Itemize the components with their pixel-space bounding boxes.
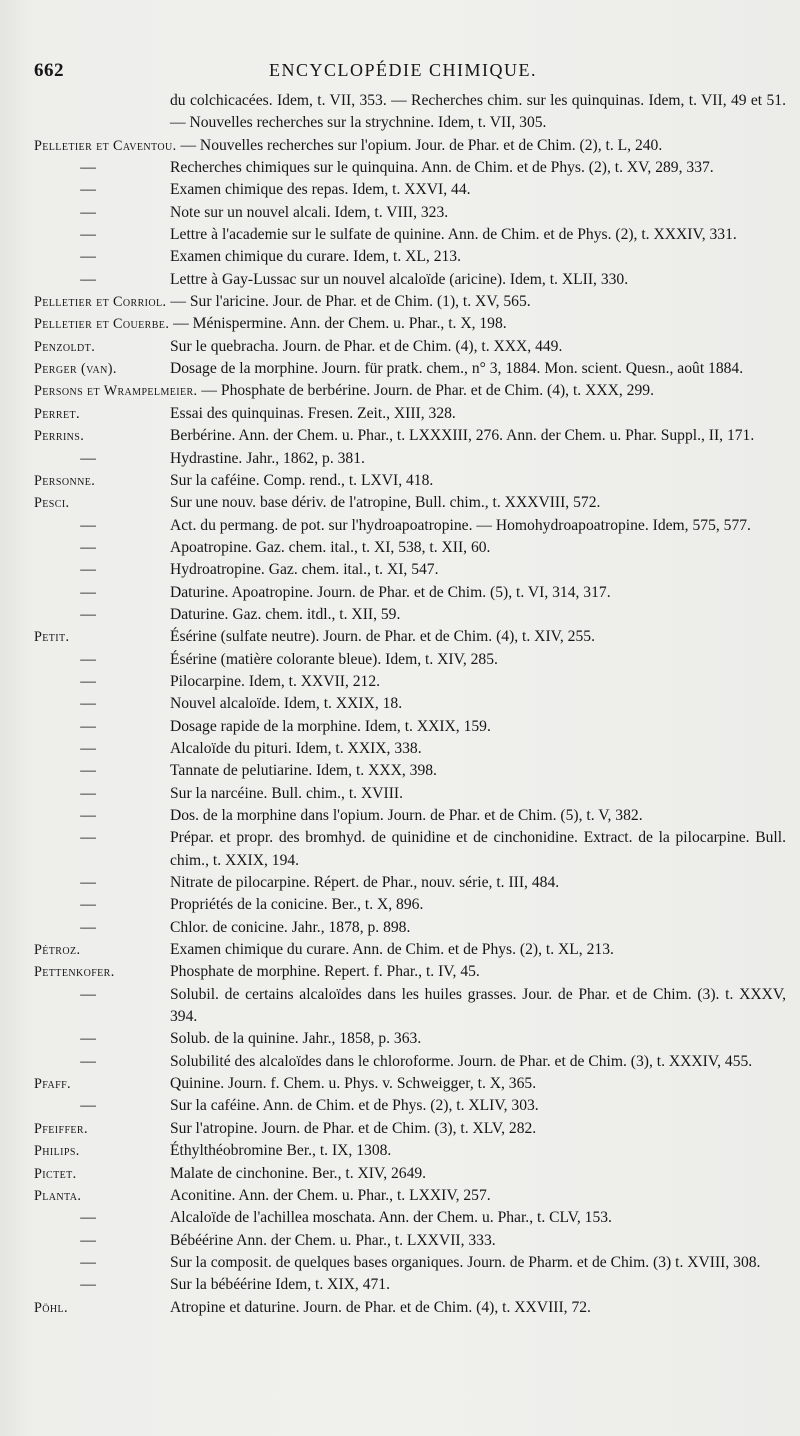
- bibliography-entry: [34, 894, 786, 916]
- entry-citation: Dosage de la morphine. Journ. für pratk. chem., n° 3, 1884. Mon. scient. Quesn., août 1884.: [170, 360, 744, 378]
- entry-citation: Essai des quinquinas. Fresen. Zeit., XIII, 328.: [170, 404, 456, 422]
- bibliography-entry: [34, 492, 786, 514]
- ditto-dash: —: [80, 896, 96, 914]
- entry-citation: — Ménispermine. Ann. der Chem. u. Phar., t. X, 198.: [173, 315, 507, 333]
- entry-citation: Act. du permang. de pot. sur l'hydroapoatropine. — Homohydroapoatropine. Idem, 575, 577.: [170, 516, 751, 534]
- entry-author: Philips.: [34, 1143, 80, 1160]
- ditto-dash: —: [80, 784, 96, 802]
- entry-citation: Sur la composit. de quelques bases organiques. Journ. de Pharm. et de Chim. (3) t. XVIII, 308.: [170, 1253, 761, 1271]
- entry-citation: Aconitine. Ann. der Chem. u. Phar., t. LXXIV, 257.: [170, 1186, 491, 1204]
- bibliography-entry: [34, 515, 786, 537]
- entry-author: Pelletier et Couerbe.: [34, 316, 170, 333]
- bibliography-entry: [34, 202, 786, 224]
- ditto-dash: —: [80, 248, 96, 266]
- ditto-dash: —: [80, 918, 96, 936]
- entry-citation: Recherches chimiques sur le quinquina. Ann. de Chim. et de Phys. (2), t. XV, 289, 337.: [170, 159, 714, 177]
- entry-author: Pettenkofer.: [34, 964, 115, 981]
- ditto-dash: —: [80, 1030, 96, 1048]
- bibliography-entry: [34, 760, 786, 782]
- entry-citation: — Nouvelles recherches sur l'opium. Jour. de Phar. et de Chim. (2), t. L, 240.: [180, 136, 663, 154]
- entry-citation: Note sur un nouvel alcali. Idem, t. VIII, 323.: [170, 203, 449, 221]
- entry-citation: Malate de cinchonine. Ber., t. XIV, 2649.: [170, 1164, 427, 1182]
- bibliography-entry: [34, 1185, 786, 1207]
- bibliography-entry: [34, 1095, 786, 1117]
- entry-citation: Quinine. Journ. f. Chem. u. Phys. v. Schweigger, t. X, 365.: [170, 1075, 537, 1093]
- bibliography-entry: [34, 1163, 786, 1185]
- ditto-dash: —: [80, 874, 96, 892]
- entry-citation: Propriétés de la conicine. Ber., t. X, 896.: [170, 896, 424, 914]
- entry-citation: Nouvel alcaloïde. Idem, t. XXIX, 18.: [170, 695, 403, 713]
- bibliography-entry: [34, 604, 786, 626]
- bibliography-entry: [34, 693, 786, 715]
- entry-author: Pfeiffer.: [34, 1120, 88, 1137]
- ditto-dash: —: [80, 1097, 96, 1115]
- bibliography-entry: [34, 671, 786, 693]
- ditto-dash: —: [80, 449, 96, 467]
- ditto-dash: —: [80, 807, 96, 824]
- bibliography-entry: [34, 1252, 786, 1274]
- entry-citation: Sur l'atropine. Journ. de Phar. et de Chim. (3), t. XLV, 282.: [170, 1119, 537, 1137]
- bibliography-entry: [34, 1140, 786, 1162]
- bibliography-entry: [34, 380, 786, 402]
- entry-citation: Sur la narcéine. Bull. chim., t. XVIII.: [170, 784, 403, 802]
- entry-citation: Phosphate de morphine. Repert. f. Phar., t. IV, 45.: [170, 963, 480, 981]
- bibliography-entry: [34, 783, 786, 805]
- entry-citation: Bébéérine Ann. der Chem. u. Phar., t. LXXVII, 333.: [170, 1231, 496, 1249]
- entry-citation: Apoatropine. Gaz. chem. ital., t. XI, 538, t. XII, 60.: [170, 538, 491, 556]
- bibliography-entry: [34, 1051, 786, 1073]
- ditto-dash: —: [80, 181, 96, 199]
- entry-citation: Examen chimique du curare. Ann. de Chim. et de Phys. (2), t. XL, 213.: [170, 941, 614, 959]
- entry-citation: Solubilité des alcaloïdes dans le chloroforme. Journ. de Phar. et de Chim. (3), t. XXXIV, 455.: [170, 1052, 753, 1070]
- bibliography-entry: [34, 246, 786, 268]
- entry-citation: Prépar. et propr. des bromhyd. de quinidine et de cinchonidine. Extract. de la pilocarpine. Bull. chim., t. XXIX, 194.: [170, 829, 786, 869]
- bibliography-entry: [34, 291, 786, 313]
- entry-citation: Chlor. de conicine. Jahr., 1878, p. 898.: [170, 918, 411, 936]
- bibliography-entry: [34, 1073, 786, 1095]
- running-title: ENCYCLOPÉDIE CHIMIQUE.: [269, 60, 537, 80]
- ditto-dash: —: [80, 516, 96, 534]
- entry-author: Pöhl.: [34, 1299, 68, 1316]
- entry-author: Perret.: [34, 405, 80, 422]
- bibliography-entry: [34, 425, 786, 447]
- bibliography-entry: [34, 582, 786, 604]
- ditto-dash: —: [80, 203, 96, 221]
- entry-citation: Examen chimique des repas. Idem, t. XXVI, 44.: [170, 181, 471, 199]
- entry-author: Pesci.: [34, 495, 70, 512]
- entry-author: Personne.: [34, 472, 96, 489]
- bibliography-entry: [34, 179, 786, 201]
- ditto-dash: —: [80, 270, 96, 288]
- bibliography-entry: [34, 984, 786, 1029]
- ditto-dash: —: [80, 672, 96, 690]
- bibliography-entry: [34, 626, 786, 648]
- bibliography-entry: [34, 90, 786, 135]
- ditto-dash: —: [80, 159, 96, 177]
- entry-author: Pictet.: [34, 1165, 77, 1182]
- ditto-dash: —: [80, 739, 96, 757]
- bibliography-entry: [34, 827, 786, 872]
- entry-author: Petit.: [34, 629, 70, 646]
- ditto-dash: —: [80, 985, 96, 1003]
- entry-citation: Tannate de pelutiarine. Idem, t. XXX, 398.: [170, 762, 437, 780]
- entry-citation: — Sur l'aricine. Jour. de Phar. et de Chim. (1), t. XV, 565.: [170, 293, 531, 311]
- entry-citation: Dosage rapide de la morphine. Idem, t. XXIX, 159.: [170, 717, 491, 735]
- bibliography-entry: [34, 939, 786, 961]
- entry-author: Persons et Wrampelmeier.: [34, 383, 198, 400]
- ditto-dash: —: [80, 717, 96, 735]
- bibliography-entry: [34, 917, 786, 939]
- entry-citation: Daturine. Apoatropine. Journ. de Phar. et de Chim. (5), t. VI, 314, 317.: [170, 583, 611, 601]
- entry-citation: Sur une nouv. base dériv. de l'atropine, Bull. chim., t. XXXVIII, 572.: [170, 494, 601, 512]
- entry-author: Pfaff.: [34, 1076, 72, 1093]
- entry-citation: Sur la caféine. Comp. rend., t. LXVI, 418.: [170, 471, 434, 489]
- bibliography-entry: [34, 872, 786, 894]
- entry-citation: Sur la bébéérine Idem, t. XIX, 471.: [170, 1276, 390, 1294]
- entry-citation: du colchicacées. Idem, t. VII, 353. — Recherches chim. sur les quinquinas. Idem, t. VII, 49 et 51. — Nouvelles recherches sur la strychnine. Idem, t. VII, 305.: [170, 92, 786, 132]
- ditto-dash: —: [80, 829, 96, 847]
- bibliography-entry: [34, 1207, 786, 1229]
- entry-citation: Solubil. de certains alcaloïdes dans les huiles grasses. Jour. de Phar. et de Chim. (3). t. XXXV, 394.: [170, 985, 786, 1026]
- bibliography-entry: [34, 403, 786, 425]
- bibliography-entry: [34, 157, 786, 179]
- entry-citation: Dos. de la morphine dans l'opium. Journ. de Phar. et de Chim. (5), t. V, 382.: [170, 807, 643, 824]
- entry-citation: — Phosphate de berbérine. Journ. de Phar. et de Chim. (4), t. XXX, 299.: [201, 382, 654, 400]
- bibliography-entry: [34, 224, 786, 246]
- entry-citation: Daturine. Gaz. chem. itdl., t. XII, 59.: [170, 605, 401, 623]
- entry-citation: Nitrate de pilocarpine. Répert. de Phar., nouv. série, t. III, 484.: [170, 874, 560, 892]
- bibliography-entry: [34, 135, 786, 157]
- entry-citation: Sur le quebracha. Journ. de Phar. et de Chim. (4), t. XXX, 449.: [170, 337, 563, 355]
- ditto-dash: —: [80, 695, 96, 713]
- bibliography-entry: [34, 559, 786, 581]
- entry-citation: Alcaloïde de l'achillea moschata. Ann. der Chem. u. Phar., t. CLV, 153.: [170, 1209, 612, 1227]
- ditto-dash: —: [80, 1209, 96, 1227]
- page-header: [34, 60, 772, 86]
- bibliography-entry: [34, 1028, 786, 1050]
- entry-citation: Berbérine. Ann. der Chem. u. Phar., t. LXXXIII, 276. Ann. der Chem. u. Phar. Suppl., II, 171.: [170, 427, 755, 445]
- bibliography-entry: [34, 961, 786, 983]
- entry-citation: Lettre à l'academie sur le sulfate de quinine. Ann. de Chim. et de Phys. (2), t. XXXIV, 331.: [170, 226, 737, 244]
- ditto-dash: —: [80, 561, 96, 579]
- entry-author: Planta.: [34, 1187, 82, 1204]
- ditto-dash: —: [80, 762, 96, 780]
- bibliography-entry: [34, 649, 786, 671]
- bibliography-entry: [34, 1118, 786, 1140]
- ditto-dash: —: [80, 538, 96, 556]
- entry-author: Pétroz.: [34, 942, 81, 959]
- bibliography-entry: [34, 336, 786, 358]
- entry-citation: Alcaloïde du pituri. Idem, t. XXIX, 338.: [170, 739, 422, 757]
- entry-author: Pelletier et Caventou.: [34, 137, 177, 154]
- ditto-dash: —: [80, 226, 96, 244]
- entry-citation: Ésérine (matière colorante bleue). Idem, t. XIV, 285.: [170, 650, 498, 668]
- entry-citation: Hydrastine. Jahr., 1862, p. 381.: [170, 449, 365, 467]
- bibliography-entry: [34, 716, 786, 738]
- bibliography-list: [34, 90, 786, 1319]
- entry-citation: Solub. de la quinine. Jahr., 1858, p. 363.: [170, 1030, 422, 1048]
- ditto-dash: —: [80, 1052, 96, 1070]
- entry-citation: Pilocarpine. Idem, t. XXVII, 212.: [170, 672, 381, 690]
- entry-author: Perger (van).: [34, 361, 117, 378]
- entry-citation: Examen chimique du curare. Idem, t. XL, 213.: [170, 248, 461, 266]
- ditto-dash: —: [80, 605, 96, 623]
- entry-author: Penzoldt.: [34, 338, 96, 355]
- bibliography-entry: [34, 738, 786, 760]
- entry-citation: Ésérine (sulfate neutre). Journ. de Phar. et de Chim. (4), t. XIV, 255.: [170, 628, 595, 646]
- entry-citation: Atropine et daturine. Journ. de Phar. et de Chim. (4), t. XXVIII, 72.: [170, 1298, 591, 1316]
- ditto-dash: —: [80, 1253, 96, 1271]
- ditto-dash: —: [80, 650, 96, 668]
- bibliography-entry: [34, 470, 786, 492]
- entry-citation: Éthylthéobromine Ber., t. IX, 1308.: [170, 1142, 392, 1160]
- bibliography-entry: [34, 1274, 786, 1296]
- bibliography-entry: [34, 805, 786, 827]
- entry-citation: Sur la caféine. Ann. de Chim. et de Phys. (2), t. XLIV, 303.: [170, 1097, 539, 1115]
- entry-citation: Lettre à Gay-Lussac sur un nouvel alcaloïde (aricine). Idem, t. XLII, 330.: [170, 270, 629, 288]
- entry-citation: Hydroatropine. Gaz. chem. ital., t. XI, 547.: [170, 561, 439, 579]
- bibliography-entry: [34, 358, 786, 380]
- ditto-dash: —: [80, 1231, 96, 1249]
- bibliography-entry: [34, 537, 786, 559]
- entry-author: Pelletier et Corriol.: [34, 294, 167, 311]
- page-number: 662: [34, 60, 64, 81]
- ditto-dash: —: [80, 1276, 96, 1294]
- bibliography-entry: [34, 1297, 786, 1319]
- bibliography-entry: [34, 448, 786, 470]
- bibliography-entry: [34, 269, 786, 291]
- entry-author: Perrins.: [34, 428, 85, 445]
- bibliography-entry: [34, 1230, 786, 1252]
- ditto-dash: —: [80, 583, 96, 601]
- bibliography-entry: [34, 313, 786, 335]
